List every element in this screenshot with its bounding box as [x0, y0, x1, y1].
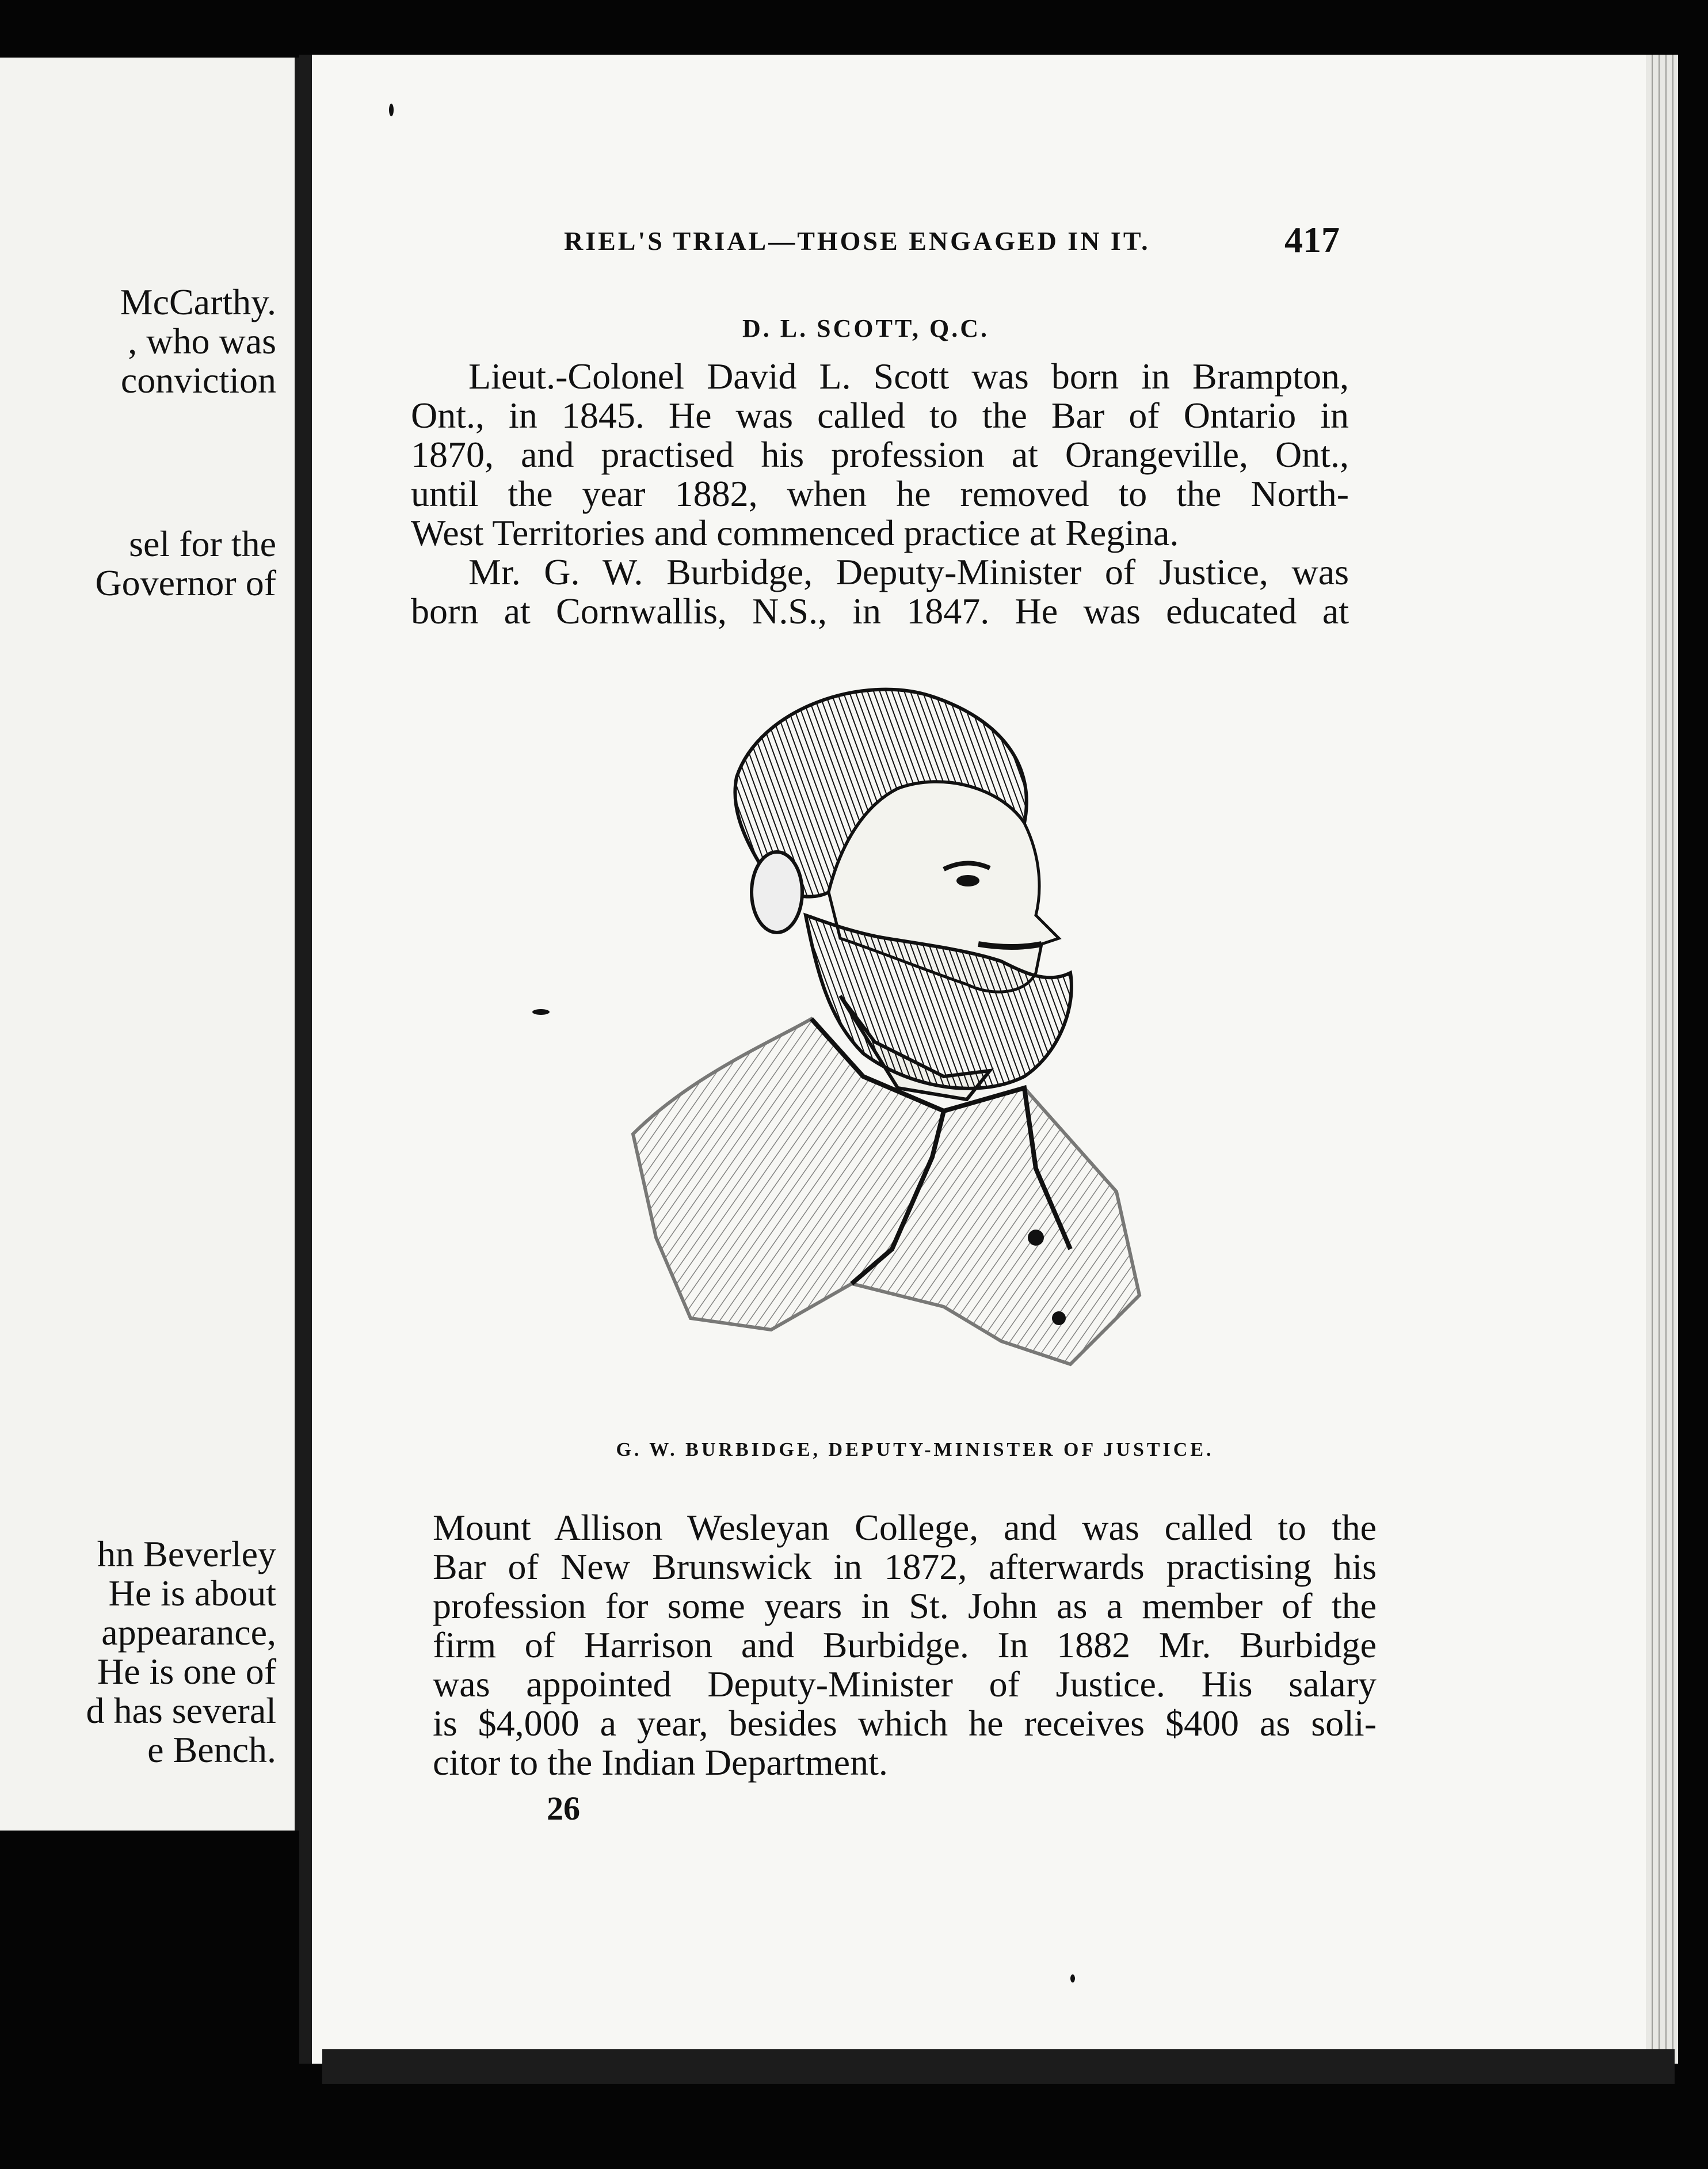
text-line: Ont., in 1845. He was called to the Bar of Ontario in [411, 395, 1349, 436]
section-heading: D. L. SCOTT, Q.C. [742, 314, 990, 343]
portrait-caption: G. W. BURBIDGE, DEPUTY-MINISTER OF JUSTICE. [616, 1439, 1214, 1460]
text-line: firm of Harrison and Burbidge. In 1882 Mr. Burbidge [433, 1624, 1377, 1665]
left-text-line: , who was [128, 321, 276, 362]
paragraph-top [411, 357, 1349, 631]
left-page-fragment [0, 58, 299, 1831]
scan-speck [1070, 1974, 1075, 1982]
page-bottom-shadow [322, 2049, 1675, 2084]
text-line: born at Cornwallis, N.S., in 1847. He was educated at [411, 591, 1349, 631]
text-line: Lieut.-Colonel David L. Scott was born in Brampton, [468, 356, 1349, 397]
left-text-line: He is about [108, 1573, 276, 1614]
left-text-line: e Bench. [147, 1729, 276, 1770]
scan-speck [389, 104, 394, 116]
text-line: 1870, and practised his profession at Orangeville, Ont., [411, 434, 1349, 475]
text-line: Mount Allison Wesleyan College, and was called to the [433, 1507, 1377, 1548]
text-line: until the year 1882, when he removed to the North- [411, 473, 1349, 514]
signature-mark: 26 [547, 1790, 580, 1827]
left-text-line: He is one of [97, 1651, 276, 1692]
text-line: Bar of New Brunswick in 1872, afterwards practising his [433, 1546, 1377, 1587]
text-line: is $4,000 a year, besides which he receives $400 as soli- [433, 1703, 1377, 1744]
text-line: profession for some years in St. John as a member of the [433, 1585, 1377, 1626]
text-line: West Territories and commenced practice at Regina. [411, 512, 1179, 553]
left-text-line: sel for the [129, 523, 276, 564]
left-text-line: hn Beverley [97, 1533, 276, 1574]
running-head: RIEL'S TRIAL—THOSE ENGAGED IN IT. [564, 226, 1150, 256]
left-text-line: conviction [120, 360, 276, 401]
text-line: Mr. G. W. Burbidge, Deputy-Minister of Justice, was [468, 551, 1349, 592]
paragraph-bottom [433, 1508, 1377, 1782]
scan-speck [532, 1009, 550, 1015]
left-text-line: Governor of [95, 562, 276, 603]
page-edges [1646, 55, 1678, 2064]
left-text-line: d has several [86, 1690, 276, 1731]
page-number: 417 [1284, 219, 1340, 260]
left-text-line: appearance, [101, 1612, 276, 1653]
text-line: was appointed Deputy-Minister of Justice. His salary [433, 1664, 1377, 1704]
left-text-line: McCarthy. [120, 281, 276, 322]
portrait-engraving [622, 673, 1174, 1416]
text-line: citor to the Indian Department. [433, 1742, 888, 1783]
